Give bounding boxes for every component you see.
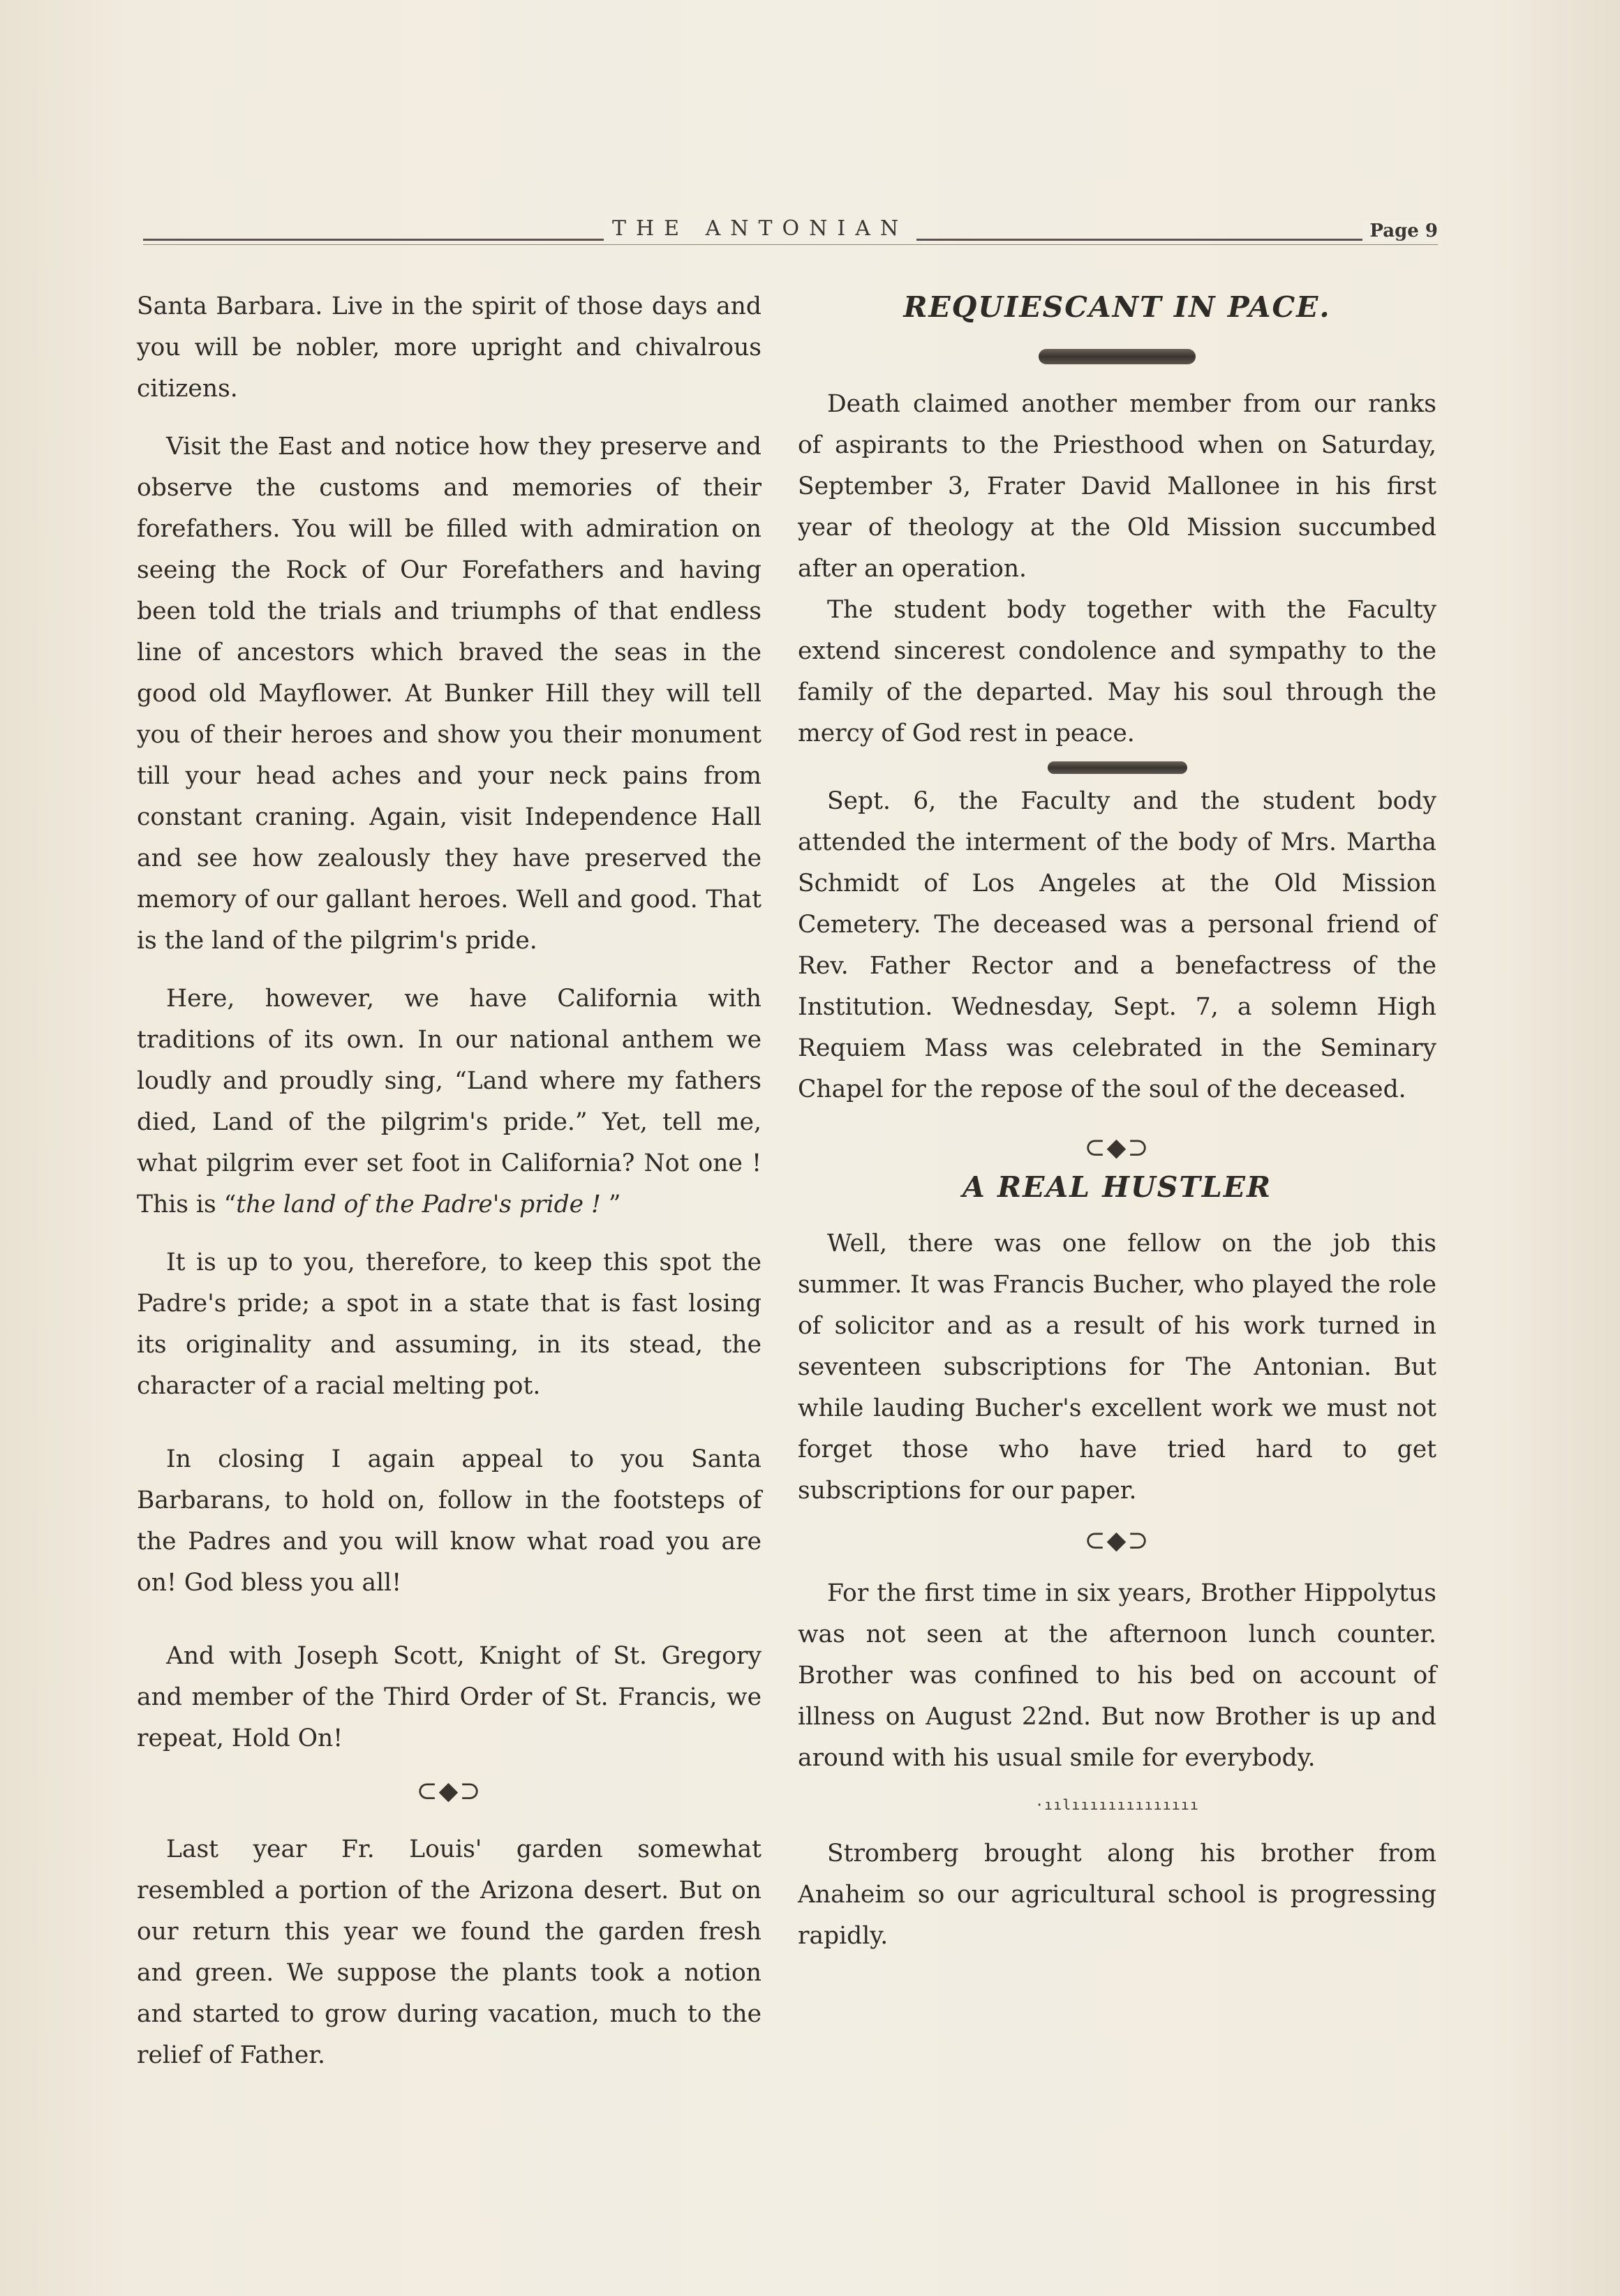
paragraph: Visit the East and notice how they preserve and observe the customs and memories of their forefathers. You will be filled with admiration on seeing the Rock of Our Forefathers and having been told the trials and triumphs of that endless line of ancestors which braved the seas in the good old Mayflower. At Bunker Hill they will tell you of their heroes and show you their monument till your head aches and your neck pains from constant craning. Again, visit Independence Hall and see how zealously they have preserved the memory of our gallant heroes. Well and good. That is the land of the pilgrim's pride.	[137, 433, 761, 955]
paragraph: In closing I again appeal to you Santa Barbarans, to hold on, follow in the footsteps of the Padres and you will know what road you are on! God bless you all!	[137, 1445, 761, 1597]
paragraph: Death claimed another member from our ranks of aspirants to the Priesthood when on Saturday, September 3, Frater David Mallonee in his first year of theology at the Old Mission succumbed after an operation.	[798, 390, 1436, 583]
spacer	[798, 1555, 1436, 1573]
section-heading: A REAL HUSTLER	[962, 1170, 1272, 1204]
ornament-icon: ⊂◆⊃	[1084, 1133, 1150, 1162]
paragraph: And with Joseph Scott, Knight of St. Gregory and member of the Third Order of St. Francis, we repeat, Hold On!	[137, 1642, 761, 1752]
bar-ornament-icon	[1039, 349, 1196, 364]
paragraph: The student body together with the Faculty extend sincerest condolence and sympathy to the family of the departed. May his soul through the mercy of God rest in peace.	[798, 596, 1436, 747]
spacer	[798, 364, 1436, 384]
section-heading: REQUIESCANT IN PACE.	[903, 290, 1331, 324]
paragraph: Sept. 6, the Faculty and the student body attended the interment of the body of Mrs. Martha Schmidt of Los Angeles at the Old Mission Cemetery. The deceased was a personal friend of Rev. Father Rector and a benefactress of the Institution. Wednesday, Sept. 7, a solemn High Requiem Mass was celebrated in the Seminary Chapel for the repose of the soul of the deceased.	[798, 787, 1436, 1103]
paragraph: Last year Fr. Louis' garden somewhat resembled a portion of the Arizona desert. But on our return this year we found the garden fresh and green. We suppose the plants took a notion and started to grow during vacation, much to the relief of Father.	[137, 1835, 761, 2069]
paragraph: Santa Barbara. Live in the spirit of those days and you will be nobler, more upright and chivalrous citizens.	[137, 292, 761, 403]
spacer	[798, 1512, 1436, 1527]
header-rule-thin	[143, 244, 1438, 245]
spacer	[137, 1805, 761, 1829]
bar-ornament-icon	[1048, 761, 1187, 774]
spacer	[798, 328, 1436, 349]
spacer	[798, 754, 1436, 761]
rule-ornament-icon: ·ıılıııııııııııııı	[1035, 1796, 1199, 1813]
spacer	[798, 1208, 1436, 1223]
left-column	[137, 286, 761, 2076]
spacer	[137, 1759, 761, 1777]
paragraph: For the first time in six years, Brother Hippolytus was not seen at the afternoon lunch counter. Brother was confined to his bed on account of illness on August 22nd. But now Brother is up and around with his usual smile for everybody.	[798, 1579, 1436, 1772]
spacer	[798, 1779, 1436, 1794]
spacer	[798, 774, 1436, 781]
closing-quote: ”	[600, 1191, 621, 1218]
paragraph-text: Here, however, we have California with traditions of its own. In our national anthem we loudly and proudly sing, “Land where my fathers died, Land of the pilgrim's pride.” Yet, tell me, what pilgrim ever set foot in California? Not one ! This is “	[137, 985, 761, 1218]
ornament-icon: ⊂◆⊃	[416, 1777, 482, 1805]
running-header	[143, 214, 1438, 255]
paragraph	[137, 978, 761, 1225]
publication-title: THE ANTONIAN	[604, 216, 916, 241]
spacer	[798, 1815, 1436, 1833]
emphasis-text: the land of the Padre's pride !	[236, 1191, 601, 1218]
spacer	[798, 1110, 1436, 1134]
paragraph: It is up to you, therefore, to keep this spot the Padre's pride; a spot in a state that is fast losing its originality and assuming, in its stead, the character of a racial melting pot.	[137, 1248, 761, 1400]
ornament-icon: ⊂◆⊃	[1084, 1526, 1150, 1555]
paragraph: Stromberg brought along his brother from Anaheim so our agricultural school is progressing rapidly.	[798, 1840, 1436, 1950]
right-column	[798, 286, 1436, 1957]
paragraph: Well, there was one fellow on the job this summer. It was Francis Bucher, who played the role of solicitor and as a result of his work turned in seventeen subscriptions for The Antonian. But while lauding Bucher's excellent work we must not forget those who have tried hard to get subscriptions for our paper.	[798, 1230, 1436, 1505]
page-number: Page 9	[1362, 221, 1438, 241]
